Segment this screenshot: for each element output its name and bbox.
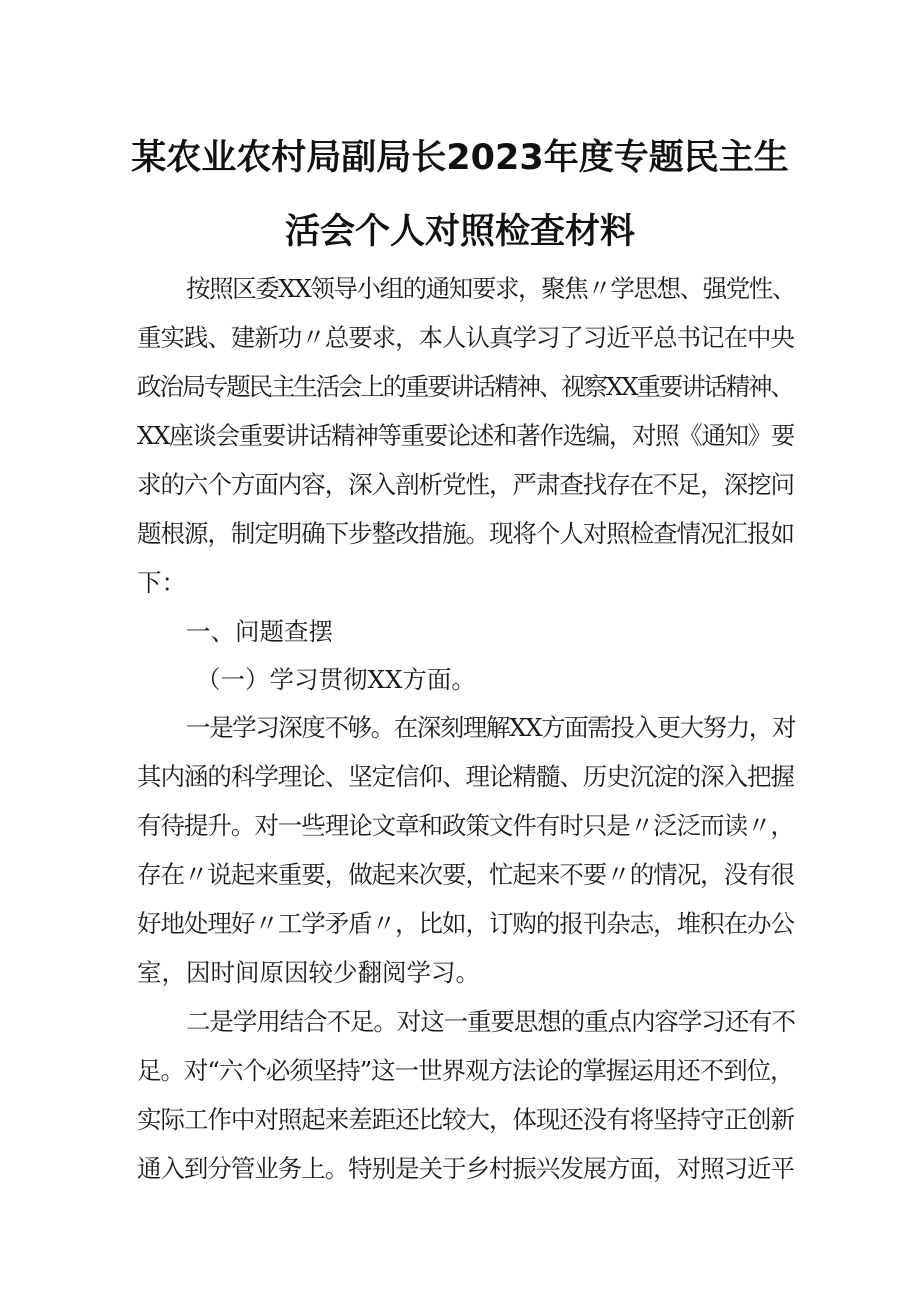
body-line: 其内涵的科学理论、坚定信仰、理论精髓、历史沉淀的深入把握 [137,762,794,791]
body-line: 好地处理好〃工学矛盾〃，比如，订购的报刊杂志，堆积在办公 [137,909,794,938]
document-title-line-2: 活会个人对照检查材料 [284,212,635,252]
body-line: 足。对“六个必须坚持”这一世界观方法论的掌握运用还不到位， [137,1056,794,1085]
body-line: 二是学用结合不足。对这一重要思想的重点内容学习还有不 [186,1007,795,1036]
body-line: 通入到分管业务上。特别是关于乡村振兴发展方面，对照习近平 [137,1154,794,1183]
body-line: 求的六个方面内容，深入剖析党性，严肃查找存在不足，深挖问 [137,470,794,499]
body-line: 室，因时间原因较少翻阅学习。 [137,958,480,987]
document-title-line-1: 某农业农村局副局长2023年度专题民主生 [131,138,789,178]
body-line: 存在〃说起来重要，做起来次要，忙起来不要〃的情况，没有很 [137,860,794,889]
body-line: 实际工作中对照起来差距还比较大，体现还没有将坚持守正创新 [137,1105,794,1134]
body-line: 重实践、建新功〃总要求，本人认真学习了习近平总书记在中央 [137,323,794,352]
body-line: XX座谈会重要讲话精神等重要论述和著作选编，对照《通知》要 [137,421,795,450]
body-line: 一是学习深度不够。在深刻理解XX方面需投入更大努力，对 [186,713,795,742]
body-line: 有待提升。对一些理论文章和政策文件有时只是〃泛泛而读〃， [137,811,794,840]
body-line: 按照区委XX领导小组的通知要求，聚焦〃学思想、强党性、 [186,274,795,303]
subsection-heading: （一）学习贯彻XX方面。 [196,665,476,694]
body-line: 题根源，制定明确下步整改措施。现将个人对照检查情况汇报如 [137,519,794,548]
body-line: 下： [137,568,186,597]
section-heading: 一、问题查摆 [186,617,333,646]
body-line: 政治局专题民主生活会上的重要讲话精神、视察XX重要讲话精神、 [137,372,793,401]
